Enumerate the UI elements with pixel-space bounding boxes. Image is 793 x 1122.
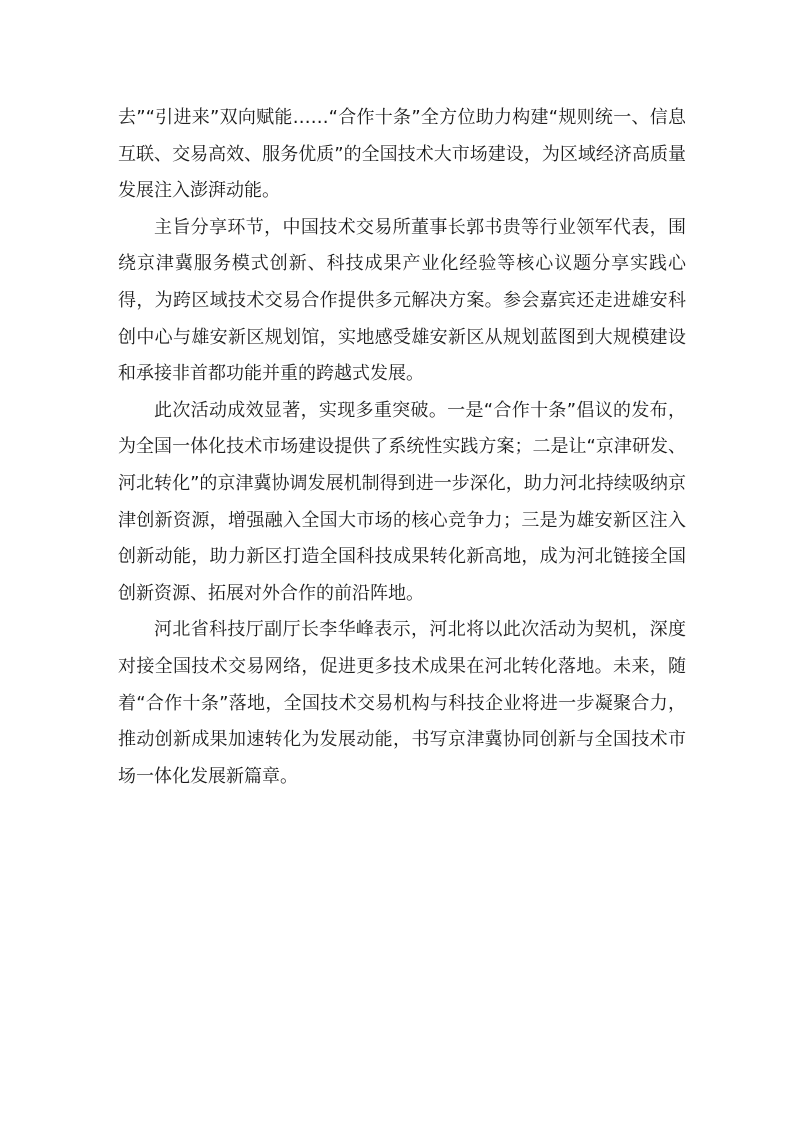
paragraph-achievements: 此次活动成效显著，实现多重突破。一是“合作十条”倡议的发布，为全国一体化技术市场建设提供了系统性实践方案；二是让“京津研发、河北转化”的京津冀协调发展机制得到进一步深化，助力河北持续吸纳京津创新资源，增强融入全国大市场的核心竞争力；三是为雄安新区注入创新动能，助力新区打造全国科技成果转化新高地，成为河北链接全国创新资源、拓展对外合作的前沿阵地。	[118, 399, 686, 604]
paragraph-keynote-sharing: 主旨分享环节，中国技术交易所董事长郭书贵等行业领军代表，围绕京津冀服务模式创新、科技成果产业化经验等核心议题分享实践心得，为跨区域技术交易合作提供多元解决方案。参会嘉宾还走进雄安科创中心与雄安新区规划馆，实地感受雄安新区从规划蓝图到大规模建设和承接非首都功能并重的跨越式发展。	[118, 216, 686, 385]
paragraph-official-remarks: 河北省科技厅副厅长李华峰表示，河北将以此次活动为契机，深度对接全国技术交易网络，促进更多技术成果在河北转化落地。未来，随着“合作十条”落地，全国技术交易机构与科技企业将进一步凝聚合力，推动创新成果加速转化为发展动能，书写京津冀协同创新与全国技术市场一体化发展新篇章。	[118, 619, 686, 787]
article-body	[118, 100, 686, 795]
paragraph-continued: 去”“引进来”双向赋能……“合作十条”全方位助力构建“规则统一、信息互联、交易高效、服务优质”的全国技术大市场建设，为区域经济高质量发展注入澎湃动能。	[118, 107, 686, 202]
